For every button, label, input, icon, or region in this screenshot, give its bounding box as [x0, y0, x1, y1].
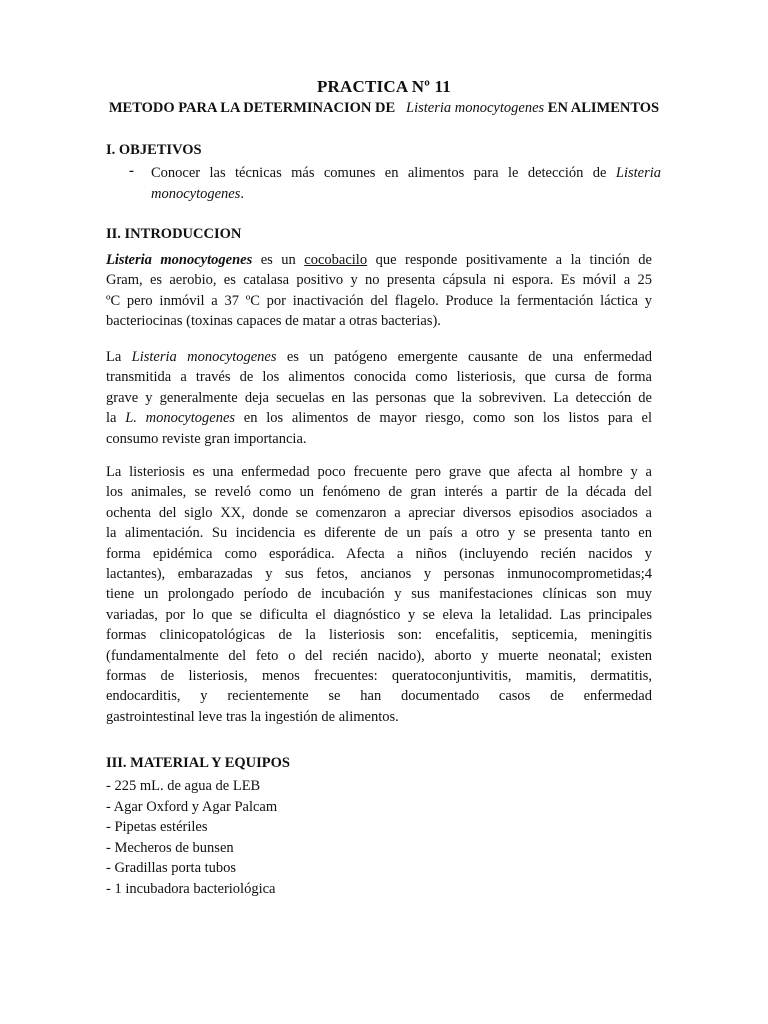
objective-text: Conocer las técnicas más comunes en alimentos para le detección de — [151, 165, 607, 181]
objective-bullet-item — [151, 163, 661, 205]
paragraph-line: variadas, por lo que se dificulta el diagnóstico y se eleva la letalidad. Las principales — [106, 606, 652, 623]
intro-paragraph-3 — [106, 462, 652, 727]
paragraph-line: forma epidémica como esporádica. Afecta a niños (incluyendo recién nacidos y — [106, 545, 652, 562]
paragraph-line: (fundamentalmente del feto o del recién nacido), aborto y muerte neonatal; existen — [106, 647, 652, 664]
paragraph-line: ºC pero inmóvil a 37 ºC por inactivación del flagelo. Produce la fermentación láctica y — [106, 292, 652, 309]
species-name-abbrev: L. monocytogenes — [125, 410, 236, 427]
text-run: es un patógeno emergente causante de una enfermedad — [276, 349, 653, 365]
paragraph-line: formas de listeriosis, menos frecuentes: queratoconjuntivitis, mamitis, dermatitis, — [106, 667, 652, 684]
species-name: Listeria monocytogenes — [131, 349, 277, 365]
paragraph-line — [106, 250, 652, 270]
cocobacilo-term: cocobacilo — [304, 252, 368, 268]
paragraph-line: formas clinicopatológicas de la listeriosis son: encefalitis, septicemia, meningitis — [106, 627, 652, 644]
objective-end: . — [240, 186, 245, 202]
species-name-bold: Listeria monocytogenes — [106, 252, 253, 268]
document-subtitle — [0, 100, 768, 117]
subtitle-text-after: EN ALIMENTOS — [547, 100, 660, 116]
material-list — [106, 776, 277, 899]
paragraph-line: transmitida a través de los alimentos conocida como listeriosis, que cursa de forma — [106, 369, 652, 386]
list-item: - Pipetas estériles — [106, 819, 208, 835]
paragraph-line: endocarditis, y recientemente se han documentado casos de enfermedad — [106, 688, 652, 705]
list-item: - Agar Oxford y Agar Palcam — [106, 798, 278, 815]
intro-paragraph-1 — [106, 250, 652, 332]
list-item: - Mecheros de bunsen — [106, 839, 234, 856]
list-item: - 1 incubadora bacteriológica — [106, 880, 276, 897]
text-run: es un — [252, 252, 305, 268]
paragraph-line: La listeriosis es una enfermedad poco frecuente pero grave que afecta al hombre y a — [106, 464, 652, 480]
paragraph-line: la alimentación. Su incidencia es diferente de un país a otro y se presenta tanto en — [106, 525, 652, 542]
paragraph-line: Gram, es aerobio, es catalasa positivo y no presenta cápsula ni espora. Es móvil a 25 — [106, 272, 652, 289]
paragraph-line — [106, 408, 652, 428]
bullet-marker: - — [129, 163, 134, 179]
paragraph-line: tiene un prolongado período de incubación y sus manifestaciones clínicas son muy — [106, 586, 652, 603]
section-heading-objetivos: I. OBJETIVOS — [106, 142, 202, 158]
paragraph-line: lactantes), embarazadas y sus fetos, ancianos y personas inmunocomprometidas;4 — [106, 565, 652, 582]
paragraph-line: grave y generalmente deja secuelas en las personas que la sobreviven. La detección de — [106, 389, 652, 406]
section-heading-material: III. MATERIAL Y EQUIPOS — [106, 755, 290, 771]
paragraph-line: los animales, se reveló como un fenómeno de gran interés a partir de la década del — [106, 484, 652, 501]
subtitle-species-name: Listeria monocytogenes — [406, 100, 545, 116]
list-item: - Gradillas porta tubos — [106, 860, 237, 876]
text-run: en los alimentos de mayor riesgo, como son los listos para el — [235, 410, 653, 427]
list-item: - 225 mL. de agua de LEB — [106, 778, 261, 794]
section-heading-introduccion: II. INTRODUCCION — [106, 226, 242, 242]
paragraph-line — [106, 347, 652, 367]
intro-paragraph-2 — [106, 347, 652, 449]
text-run: la — [106, 410, 126, 427]
document-title: PRACTICA Nº 11 — [316, 77, 452, 96]
objective-species-name: Listeria monocytogenes — [151, 165, 662, 202]
paragraph-line: ochenta del siglo XX, donde se comenzaron a apreciar diversos episodios asociados a — [106, 504, 652, 521]
subtitle-text-before: METODO PARA LA DETERMINACION DE — [108, 100, 396, 116]
text-run: La — [106, 349, 132, 365]
text-run: que responde positivamente a la tinción de — [367, 252, 652, 268]
paragraph-line: gastrointestinal leve tras la ingestión de alimentos. — [106, 708, 399, 725]
paragraph-line: consumo reviste gran importancia. — [106, 430, 307, 447]
paragraph-line: bacteriocinas (toxinas capaces de matar a otras bacterias). — [106, 313, 441, 330]
